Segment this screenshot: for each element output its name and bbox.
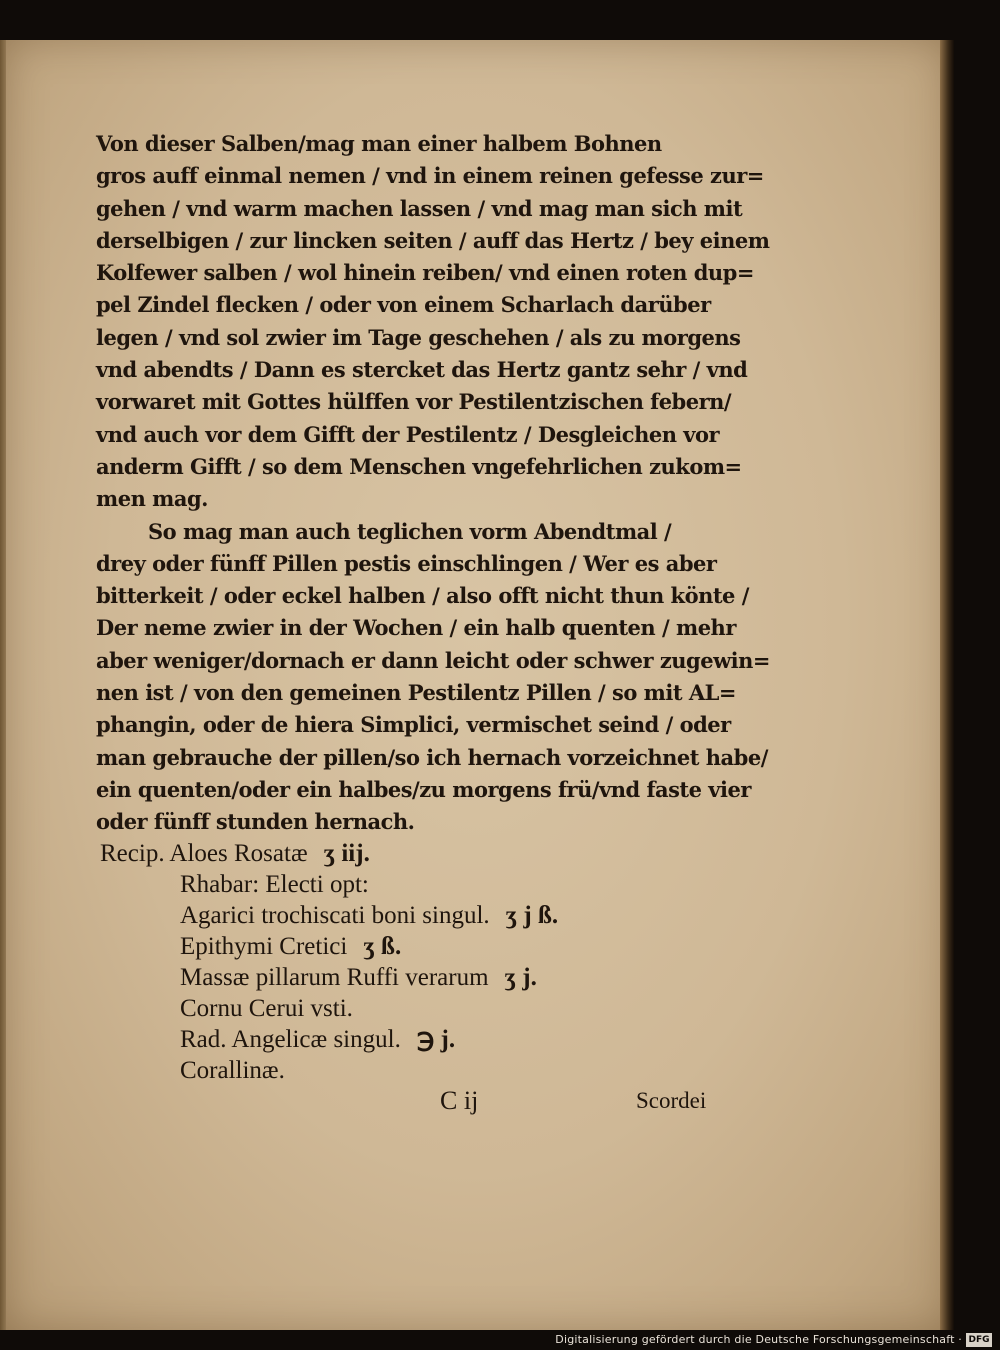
recipe-item: [100, 838, 740, 869]
catchword: Scordei: [636, 1088, 707, 1113]
funding-credit: Digitalisierung gefördert durch die Deutsche Forschungsgemeinschaft ·: [555, 1333, 962, 1346]
recipe-ingredient: Recip. Aloes Rosatæ: [100, 840, 308, 867]
recipe-quantity: ℈ j.: [416, 1026, 456, 1053]
signature-mark: C ij: [440, 1086, 479, 1115]
text-line: man gebrauche der pillen/so ich hernach vorzeichnet habe/: [96, 744, 768, 770]
text-line: anderm Gifft / so dem Menschen vngefehrlichen zukom=: [96, 453, 742, 479]
body-text: [96, 128, 771, 839]
text-line: vorwaret mit Gottes hülffen vor Pestilentzischen febern/: [96, 389, 732, 415]
recipe-ingredient: Rhabar: Electi opt:: [180, 871, 369, 898]
recipe-item: [100, 900, 740, 931]
recipe-item: [100, 931, 740, 962]
text-line: pel Zindel flecken / oder von einem Scharlach darüber: [96, 292, 711, 318]
page-right-edge: [940, 40, 954, 1330]
text-line: gros auff einmal nemen / vnd in einem reinen gefesse zur=: [96, 163, 764, 189]
recipe-ingredient: Massæ pillarum Ruffi verarum: [180, 964, 489, 991]
text-line: nen ist / von den gemeinen Pestilentz Pillen / so mit AL=: [96, 680, 737, 706]
recipe-item: [100, 869, 740, 900]
text-line: Von dieser Salben/mag man einer halbem Bohnen: [96, 131, 662, 156]
text-line: legen / vnd sol zwier im Tage geschehen / als zu morgens: [96, 324, 741, 350]
text-line: men mag.: [96, 486, 208, 512]
text-line: Der neme zwier in der Wochen / ein halb quenten / mehr: [96, 615, 736, 641]
text-line: ein quenten/oder ein halbes/zu morgens frü/vnd faste vier: [96, 776, 751, 802]
text-line: oder fünff stunden hernach.: [96, 809, 415, 835]
text-line: vnd auch vor dem Gifft der Pestilentz / Desgleichen vor: [96, 421, 720, 447]
recipe-item: [100, 993, 740, 1024]
recipe-item: [100, 1024, 740, 1055]
text-line: Kolfewer salben / wol hinein reiben/ vnd einen roten dup=: [96, 260, 754, 286]
recipe-list: [100, 838, 740, 1086]
recipe-quantity: ʒ iij.: [323, 840, 370, 867]
recipe-ingredient: Cornu Cerui vsti.: [180, 995, 353, 1022]
recipe-quantity: ʒ ß.: [363, 933, 402, 960]
text-line: vnd abendts / Dann es stercket das Hertz gantz sehr / vnd: [96, 357, 748, 383]
recipe-quantity: ʒ j.: [504, 964, 537, 991]
text-line: derselbigen / zur lincken seiten / auff das Hertz / bey einem: [96, 227, 770, 253]
text-line: phangin, oder de hiera Simplici, vermischet seind / oder: [96, 712, 731, 738]
dfg-logo: DFG: [966, 1333, 992, 1347]
text-line: So mag man auch teglichen vorm Abendtmal /: [148, 518, 672, 544]
text-line: aber weniger/dornach er dann leicht oder schwer zugewin=: [96, 647, 771, 673]
text-line: bitterkeit / oder eckel halben / also offt nicht thun könte /: [96, 583, 749, 609]
text-line: gehen / vnd warm machen lassen / vnd mag man sich mit: [96, 195, 743, 221]
text-line: drey oder fünff Pillen pestis einschlingen / Wer es aber: [96, 550, 717, 576]
recipe-item: [100, 962, 740, 993]
recipe-ingredient: Epithymi Cretici: [180, 933, 348, 960]
recipe-item: [100, 1055, 740, 1086]
recipe-ingredient: Corallinæ.: [180, 1057, 285, 1084]
recipe-ingredient: Agarici trochiscati boni singul.: [180, 902, 490, 929]
recipe-ingredient: Rad. Angelicæ singul.: [180, 1026, 401, 1053]
recipe-quantity: ʒ j ß.: [505, 902, 559, 929]
